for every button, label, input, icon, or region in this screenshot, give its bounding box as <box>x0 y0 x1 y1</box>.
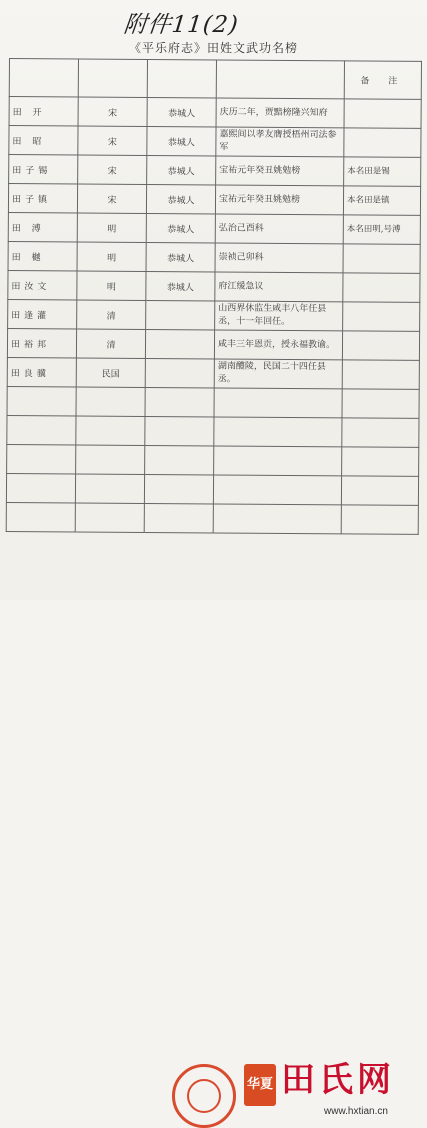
site-url: www.hxtian.cn <box>324 1106 388 1117</box>
table-row <box>7 328 419 360</box>
document-title: 《平乐府志》田姓文武功名榜 <box>128 41 298 55</box>
cell-name: 田 樾 <box>8 241 77 270</box>
cell-name: 田汝文 <box>8 270 77 299</box>
cell-achievement: 宝祐元年癸丑姚勉榜 <box>215 185 343 215</box>
cell-remark <box>344 99 421 129</box>
cell-remark <box>344 128 421 158</box>
cell-name <box>7 444 76 473</box>
cell-name: 田 开 <box>9 97 78 126</box>
cell-achievement: 嘉熙间以孝友膺授梧州司法参军 <box>216 127 344 157</box>
cell-achievement <box>213 475 341 505</box>
cell-achievement: 庆历二年，贾黯榜隆兴知府 <box>216 98 344 128</box>
header-cell-achievement <box>216 60 344 99</box>
cell-name: 田良骥 <box>7 357 76 386</box>
cell-hometown <box>146 300 215 329</box>
cell-dynasty: 清 <box>76 329 145 358</box>
cell-hometown <box>145 445 214 474</box>
cell-remark: 本名田是锡 <box>344 157 421 187</box>
cell-dynasty <box>76 416 145 445</box>
table-row <box>8 184 420 216</box>
cell-remark <box>342 360 419 390</box>
cell-remark: 本名田明,号溥 <box>343 215 420 245</box>
cell-hometown: 恭城人 <box>146 242 215 271</box>
cell-dynasty: 宋 <box>78 97 147 126</box>
table-row <box>8 212 420 244</box>
site-logo-text: 田氏网 <box>281 1060 395 1100</box>
cell-dynasty: 宋 <box>78 126 147 155</box>
cell-remark <box>341 476 418 506</box>
cell-name: 田子锡 <box>9 155 78 184</box>
cell-remark: 本名田是镇 <box>343 186 420 216</box>
cell-hometown: 恭城人 <box>146 271 215 300</box>
table-row <box>9 97 421 129</box>
cell-achievement: 山西界休监生咸丰八年任县丞，十一年回任。 <box>215 301 343 331</box>
cell-achievement: 崇祯己卯科 <box>215 243 343 273</box>
cell-remark <box>342 418 419 448</box>
table-row <box>8 299 420 331</box>
table-row <box>9 126 421 158</box>
cell-hometown <box>144 474 213 503</box>
cell-dynasty: 民国 <box>76 358 145 387</box>
huaxia-badge: 华夏 <box>244 1064 276 1106</box>
cell-remark <box>342 389 419 419</box>
cell-remark <box>343 273 420 303</box>
header-cell-dynasty <box>78 59 147 97</box>
cell-name: 田 溥 <box>8 212 77 241</box>
handwritten-annotation: 附件11(2) <box>122 12 240 38</box>
cell-name: 田子镇 <box>8 184 77 213</box>
cell-hometown: 恭城人 <box>147 97 216 126</box>
roster-table <box>6 58 422 535</box>
cell-hometown: 恭城人 <box>147 126 216 155</box>
table-row <box>7 415 419 447</box>
seal-stamp <box>172 1064 236 1128</box>
watermark-footer <box>0 528 427 1117</box>
cell-dynasty: 明 <box>77 213 146 242</box>
cell-hometown <box>145 329 214 358</box>
cell-remark <box>343 244 420 274</box>
cell-achievement <box>214 446 342 476</box>
cell-dynasty <box>76 387 145 416</box>
cell-dynasty <box>76 445 145 474</box>
cell-dynasty: 宋 <box>77 184 146 213</box>
cell-dynasty: 明 <box>77 271 146 300</box>
cell-achievement: 弘治己酉科 <box>215 214 343 244</box>
cell-achievement <box>214 417 342 447</box>
header-cell-hometown <box>147 59 216 97</box>
cell-hometown <box>145 387 214 416</box>
cell-achievement: 府江缓急议 <box>215 272 343 302</box>
table-row <box>9 155 421 187</box>
table-row <box>7 386 419 418</box>
cell-remark <box>343 302 420 332</box>
seal-inner-ring <box>187 1079 221 1113</box>
cell-hometown: 恭城人 <box>146 213 215 242</box>
table-header-row <box>9 59 421 100</box>
header-cell-remarks: 备 注 <box>344 61 421 100</box>
table-row <box>6 473 418 505</box>
roster-body <box>6 97 421 535</box>
cell-name: 田裕邦 <box>7 328 76 357</box>
cell-name <box>7 415 76 444</box>
table-row <box>7 357 419 389</box>
cell-dynasty: 清 <box>77 300 146 329</box>
cell-achievement: 咸丰三年恩贡，授永福教谕。 <box>214 330 342 360</box>
cell-dynasty: 宋 <box>78 155 147 184</box>
cell-dynasty <box>75 474 144 503</box>
cell-achievement: 湖南醴陵，民国二十四任县丞。 <box>214 359 342 389</box>
cell-name: 田 昭 <box>9 126 78 155</box>
table-row <box>7 444 419 476</box>
cell-name <box>7 386 76 415</box>
cell-dynasty: 明 <box>77 242 146 271</box>
cell-hometown <box>145 416 214 445</box>
cell-hometown: 恭城人 <box>146 184 215 213</box>
cell-hometown <box>145 358 214 387</box>
cell-achievement <box>214 388 342 418</box>
cell-name: 田逢灌 <box>8 299 77 328</box>
cell-remark <box>342 331 419 361</box>
table-row <box>8 270 420 302</box>
cell-achievement: 宝祐元年癸丑姚勉榜 <box>216 156 344 186</box>
table-row <box>8 241 420 273</box>
cell-name <box>6 473 75 502</box>
cell-hometown: 恭城人 <box>147 155 216 184</box>
cell-remark <box>342 447 419 477</box>
header-cell-name <box>9 59 78 97</box>
